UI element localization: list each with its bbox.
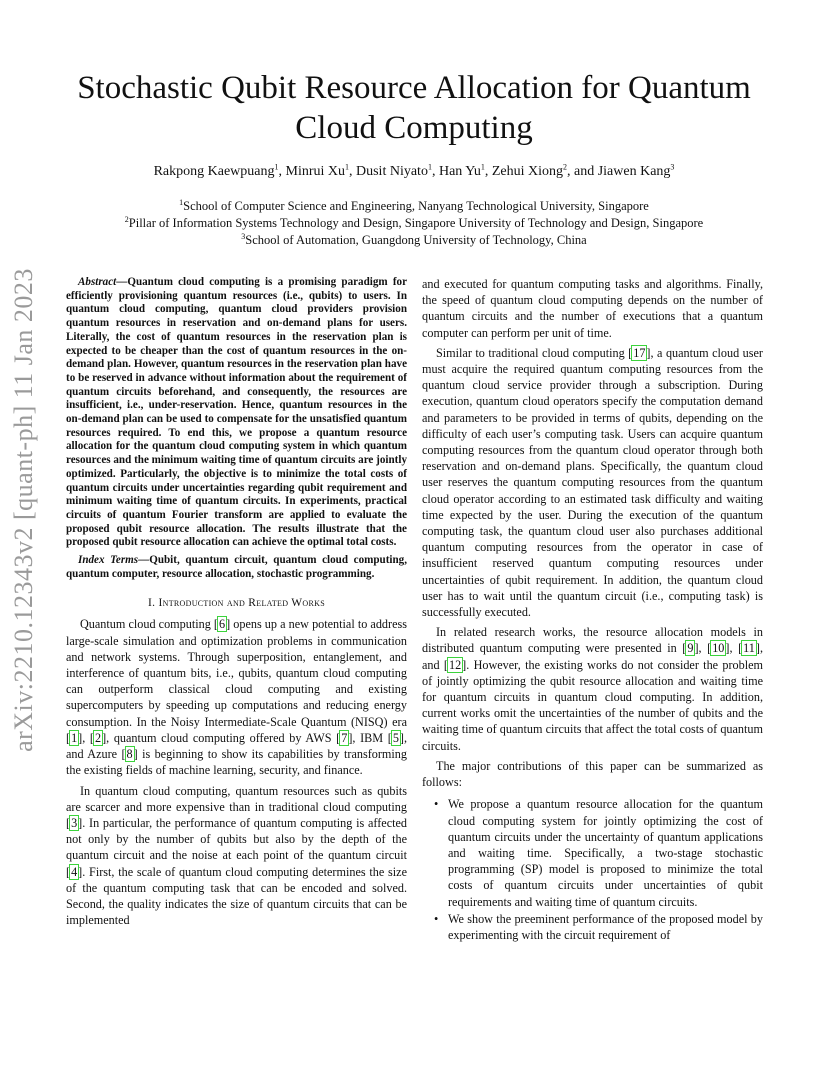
author (356, 164, 432, 179)
affiliation (40, 198, 788, 215)
citation-number[interactable]: 12 (448, 657, 462, 672)
abstract-text: —Quantum cloud computing is a promising paradigm for efficiently provisioning quantum resources (i.e., qubits) to users. In quantum cloud computing, quantum cloud providers provision quantum resources in reservation and on-demand plans for users. Literally, the cost of quantum resources in the reservation plan is expected to be cheaper than the cost of quantum resources in the on-demand plan. However, quantum resources in the reservation plan have to be reserved in advance without information about the requirement of quantum circuits beforehand, and consequently, the resources are insufficient, i.e., under-reservation. Hence, quantum resources in the on-demand plan can be used to compensate for the unsatisfied quantum resources required. To end this, we propose a quantum resource allocation for the quantum cloud computing system in which quantum resources and the minimum waiting time of quantum circuits are jointly optimized. Particularly, the objective is to minimize the total costs of quantum circuits under uncertainties regarding qubit requirement and minimum waiting time of quantum circuits. In experiments, practical circuits of quantum Fourier transform are applied to evaluate the proposed qubit resource allocation. The results illustrate that the proposed qubit resource allocation can achieve the optimal total costs. (66, 276, 407, 549)
citation-number[interactable]: 11 (743, 641, 755, 656)
left-column (66, 276, 407, 928)
abstract (66, 276, 407, 550)
contribution-item: • We show the preeminent performance of the proposed model by experimenting with the circuit requirement of (448, 911, 763, 943)
section-heading: I. Introduction and Related Works (148, 597, 325, 610)
citation-number[interactable]: 8 (126, 747, 133, 762)
citation-link[interactable]: [1] (66, 730, 83, 745)
index-terms (66, 554, 407, 581)
affiliation-list (40, 198, 788, 249)
paragraph-text: . First, the scale of quantum cloud computing determines the size of the quantum computing task that can be encoded and solved. Second, the quality indicates the size of quantum circuits that can be implemented (66, 864, 407, 928)
right-column (422, 276, 763, 944)
author (286, 164, 350, 179)
citation-number[interactable]: 1 (71, 730, 78, 745)
author-affiliation-mark: 1 (274, 162, 279, 172)
paragraph-text: In quantum cloud computing, quantum resources such as qubits are scarcer and more expensive than in traditional cloud computing (66, 783, 407, 814)
paper-title: Stochastic Qubit Resource Allocation for Quantum Cloud Computing (77, 70, 751, 146)
index-terms-text: —Qubit, quantum circuit, quantum cloud computing, quantum computer, resource allocation, stochastic programming. (66, 554, 407, 580)
paragraph-text: , (729, 641, 739, 656)
contributions-intro: The major contributions of this paper can be summarized as follows: (422, 758, 763, 790)
affiliation-text: Pillar of Information Systems Technology and Design, Singapore University of Technology and Design, Singapore (128, 216, 704, 230)
author-name: Jiawen Kang (597, 164, 671, 179)
affiliation (40, 215, 788, 232)
paragraph-text: Quantum cloud computing (80, 617, 214, 632)
author (492, 164, 567, 179)
affiliation-mark: 3 (241, 231, 246, 241)
citation-link[interactable]: [4] (66, 864, 83, 879)
paragraph-text: . In particular, the performance of quantum computing is affected not only by the number of qubits but also by the depth of the quantum circuit and the noise at each point of the quantum circuit (66, 815, 407, 863)
citation-link[interactable]: [6] (213, 617, 231, 632)
citation-link[interactable]: [3] (66, 815, 83, 830)
citation-number[interactable]: 2 (94, 730, 102, 745)
author-list: Rakpong Kaewpuang$^1$, Minrui Xu$^1$, Dusit Niyato$^1$, Han Yu$^1$, Zehui Xiong$^2$, and Jiawen Kang$^3$ (153, 162, 675, 179)
arxiv-stamp: arXiv:2210.12343v2 [quant-ph] 11 Jan 2023 (9, 268, 38, 752)
paragraph-text: , (82, 730, 90, 745)
author-name: Minrui Xu (285, 164, 345, 179)
paragraph-text: , quantum cloud computing offered by AWS (106, 730, 337, 745)
citation-link[interactable]: [2] (89, 730, 107, 745)
affiliation-text: School of Automation, Guangdong University of Technology, China (245, 233, 587, 247)
citation-link[interactable]: [10] (707, 641, 730, 656)
intro-paragraph-3 (422, 345, 763, 620)
paragraph-text: is beginning to show its capabilities by transforming the existing fields of machine learning, security, and finance. (66, 747, 407, 778)
citation-link[interactable]: [17] (628, 345, 651, 360)
citation-number[interactable]: 10 (712, 641, 725, 656)
paragraph-text: Similar to traditional cloud computing (436, 345, 629, 360)
citation-number[interactable]: 3 (71, 815, 78, 830)
citation-link[interactable]: [5] (387, 730, 404, 745)
affiliation-mark: 2 (124, 214, 129, 224)
abstract-label: Abstract (78, 276, 117, 288)
affiliation-text: School of Computer Science and Engineering, Nanyang Technological University, Singapore (183, 199, 649, 213)
affiliation-mark: 1 (179, 197, 184, 207)
citation-number[interactable]: 5 (392, 730, 399, 745)
citation-link[interactable]: [7] (336, 730, 353, 745)
paragraph-text: , (698, 641, 708, 656)
paragraph-text: . However, the existing works do not consider the problem of jointly optimizing the qubit resource allocation and waiting time for quantum circuits in quantum cloud computing. In addition, current works omit the uncertainties of the number of qubits and the waiting time of quantum circuits that affect the total costs of quantum circuits. (422, 657, 763, 753)
citation-number[interactable]: 7 (341, 730, 348, 745)
intro-paragraph-2 (66, 783, 407, 929)
author-name: Rakpong Kaewpuang (153, 164, 275, 179)
paragraph-text: , a quantum cloud user must acquire the required quantum computing resources from the quantum cloud service provider through a subscription. During execution, quantum cloud operators specify the computation demand and parameters to be provided in terms of qubits, depending on the difficulty of each user’s computing task. Users can acquire quantum computing resources from the quantum cloud operator through both reservation and on-demand plans. Specifically, the quantum cloud user reserves the quantum computing resources from the quantum cloud operator according to an estimated task difficulty and waiting time expected by the user. During the execution of the quantum computing task, the quantum cloud user also purchases additional quantum computing resources from the operator in case of insufficient reserved quantum computing resources under uncertainties of qubit requirement. In addition, the quantum cloud user has to wait until the quantum circuit (i.e., computing task) is successfully executed. (422, 345, 763, 620)
paragraph-text: opens up a new potential to address large-scale simulation and optimization problems in communication and network systems. Through superposition, entanglement, and interference of quantum bits, i.e., qubits, quantum cloud computing can outperform classical cloud computing and existing supercomputers by speeding up computations and reducing energy consumption. In the Noisy Intermediate-Scale Quantum (NISQ) era (66, 617, 407, 729)
citation-number[interactable]: 6 (218, 617, 226, 632)
paragraph-text: , and (422, 641, 764, 672)
index-terms-label: Index Terms (78, 554, 139, 567)
author (439, 164, 485, 179)
citation-link[interactable]: [11] (738, 641, 760, 656)
intro-paragraph-continued: and executed for quantum computing tasks and algorithms. Finally, the speed of quantum cloud computing depends on the number of quantum circuits and the number of executions that a quantum computer can perform per unit of time. (422, 277, 763, 340)
contribution-item: • We propose a quantum resource allocation for the quantum cloud computing system for jointly optimizing the cost of quantum circuits under the uncertainty of quantum applications and waiting time. Specifically, a two-stage stochastic programming (SP) model is proposed to minimize the total costs of quantum circuits under uncertainties of qubit requirements and waiting time of quantum circuits. (448, 796, 763, 909)
author-affiliation-mark: 1 (345, 162, 349, 172)
citation-link[interactable]: [8] (121, 747, 138, 762)
paragraph-text: , and Azure (66, 730, 408, 762)
related-works-paragraph (422, 624, 763, 754)
citation-number[interactable]: 9 (687, 641, 694, 656)
affiliation (40, 232, 788, 249)
citation-link[interactable]: [9] (682, 641, 699, 656)
author (598, 164, 675, 179)
author-name: Dusit Niyato (356, 164, 428, 179)
arxiv-sidebar (2, 250, 46, 770)
author-affiliation-mark: 1 (480, 162, 485, 172)
author (154, 164, 279, 179)
citation-link[interactable]: [12] (443, 657, 467, 672)
contributions-list (422, 796, 763, 943)
author-name: Zehui Xiong (491, 164, 563, 179)
citation-number[interactable]: 17 (633, 345, 646, 360)
intro-paragraph-1 (66, 616, 407, 778)
paragraph-text: In related research works, the resource allocation models in distributed quantum computing were presented in (422, 625, 763, 656)
paragraph-text: , IBM (352, 730, 388, 745)
author-affiliation-mark: 3 (670, 162, 675, 172)
author-affiliation-mark: 2 (562, 162, 567, 172)
author-name: Han Yu (438, 164, 481, 179)
author-affiliation-mark: 1 (427, 162, 432, 172)
citation-number[interactable]: 4 (71, 864, 78, 879)
